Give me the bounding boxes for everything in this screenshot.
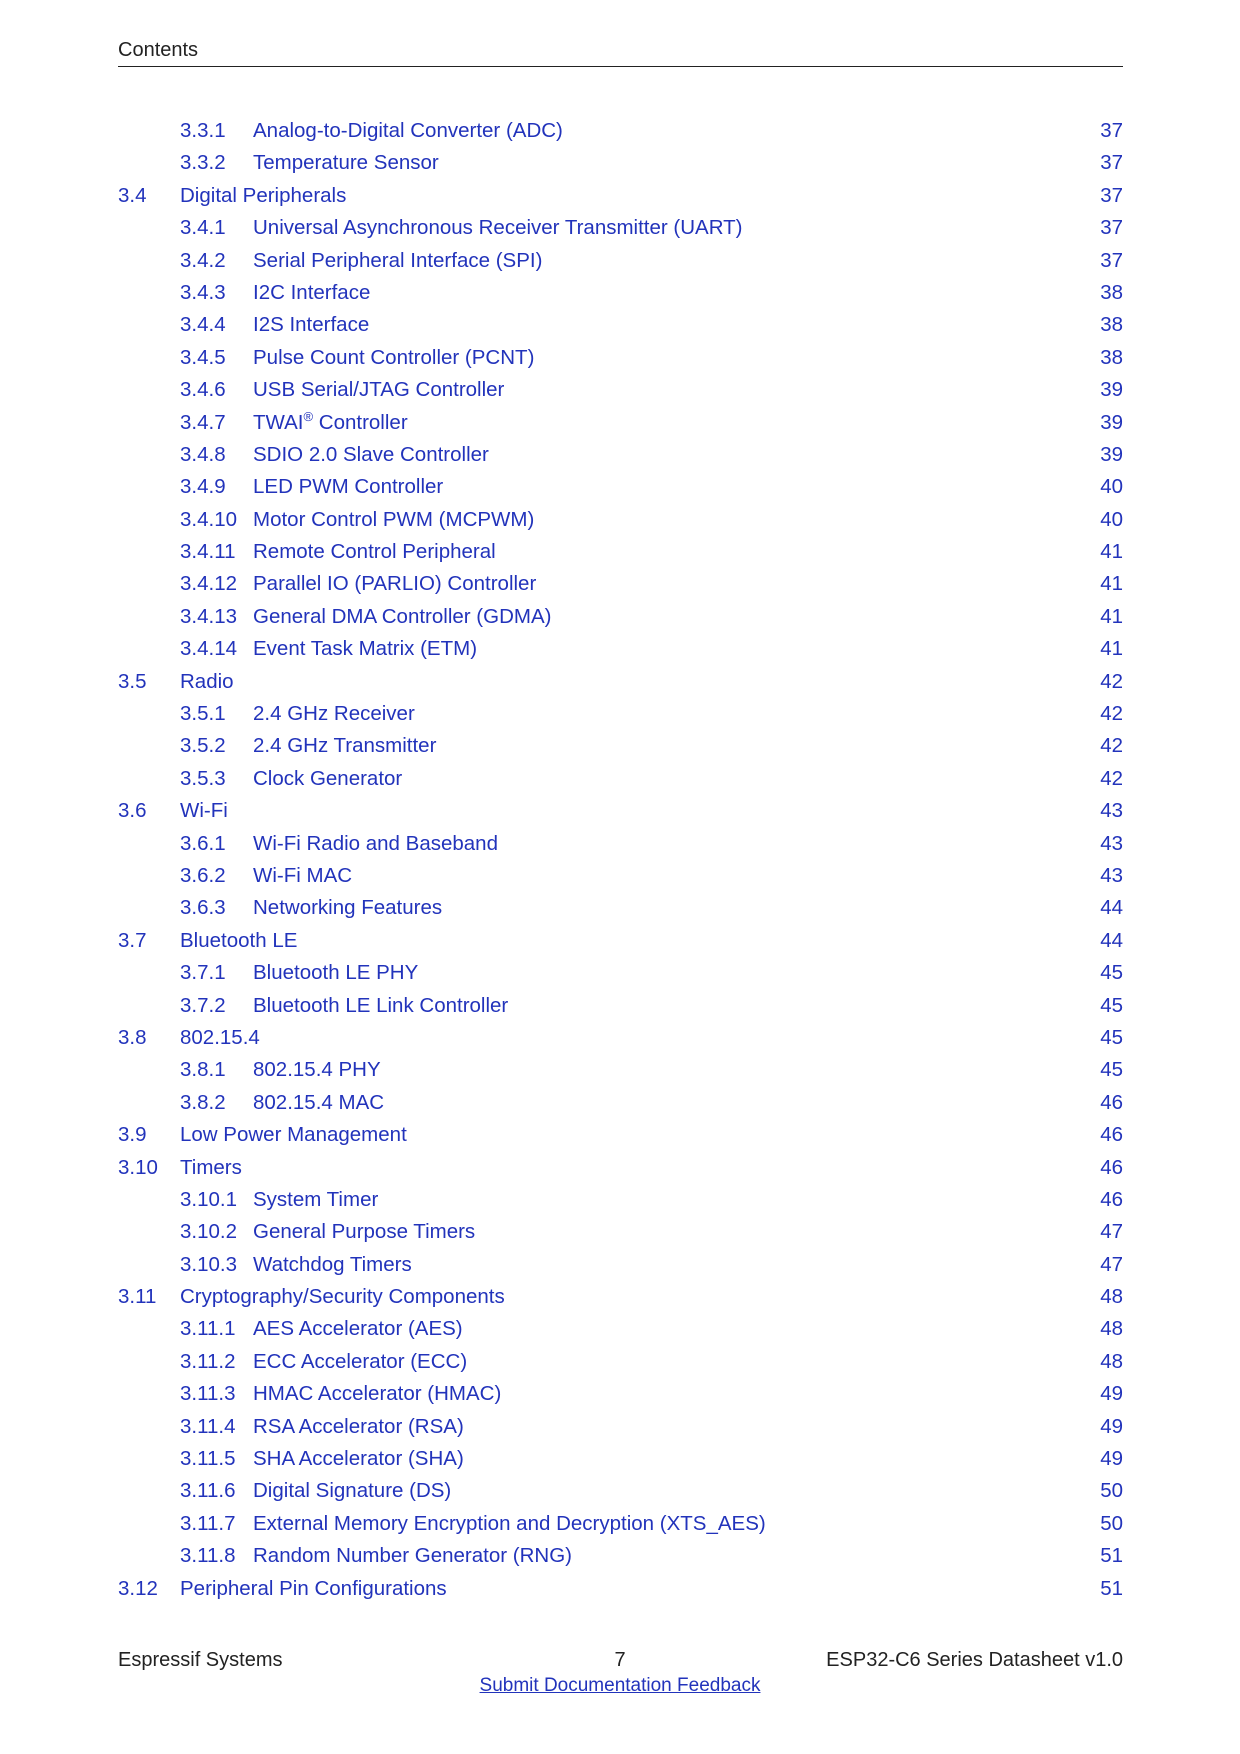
toc-entry-page: 40 <box>1100 507 1123 531</box>
toc-entry[interactable] <box>118 212 1123 244</box>
toc-entry-number: 3.6.2 <box>180 863 226 887</box>
toc-entry-title: SHA Accelerator (SHA) <box>253 1447 464 1471</box>
toc-entry-number: 3.11.6 <box>180 1479 236 1503</box>
toc-entry-title: Parallel IO (PARLIO) Controller <box>253 572 537 596</box>
toc-entry-page: 37 <box>1100 183 1123 207</box>
toc-entry[interactable] <box>118 1249 1123 1281</box>
toc-entry-page: 45 <box>1100 1025 1123 1049</box>
page-header-title: Contents <box>118 39 199 61</box>
toc-entry[interactable] <box>118 342 1123 374</box>
toc-entry-page: 39 <box>1100 442 1123 466</box>
toc-entry-number: 3.11.2 <box>180 1349 236 1373</box>
toc-entry-title: Watchdog Timers <box>253 1252 412 1276</box>
toc-entry-number: 3.5.2 <box>180 734 226 758</box>
toc-entry-title: I2C Interface <box>253 280 371 304</box>
toc-entry-number: 3.8 <box>118 1025 147 1049</box>
toc-entry[interactable] <box>118 1054 1123 1086</box>
toc-entry[interactable] <box>118 180 1123 212</box>
toc-entry-page: 43 <box>1100 799 1123 823</box>
toc-entry-number: 3.11.8 <box>180 1544 236 1568</box>
toc-entry[interactable] <box>118 1443 1123 1475</box>
toc-entry-number: 3.5 <box>118 669 147 693</box>
toc-entry[interactable] <box>118 763 1123 795</box>
toc-entry-title: I2S Interface <box>253 313 370 337</box>
toc-entry-title: Serial Peripheral Interface (SPI) <box>253 248 543 272</box>
toc-entry-page: 46 <box>1100 1123 1123 1147</box>
toc-entry-page: 43 <box>1100 831 1123 855</box>
toc-entry-title: Bluetooth LE Link Controller <box>253 993 509 1017</box>
toc-entry-title: Temperature Sensor <box>253 151 439 175</box>
toc-entry-number: 3.4.12 <box>180 572 237 596</box>
toc-entry[interactable] <box>118 568 1123 600</box>
toc-entry-number: 3.4.11 <box>180 540 236 564</box>
toc-entry-number: 3.5.1 <box>180 702 226 726</box>
toc-entry-page: 41 <box>1100 637 1123 661</box>
toc-entry-number: 3.10.3 <box>180 1252 237 1276</box>
registered-mark: ® <box>303 408 314 424</box>
toc-entry-number: 3.9 <box>118 1123 147 1147</box>
toc-entry-title: General DMA Controller (GDMA) <box>253 604 552 628</box>
toc-entry-title-text: TWAI <box>253 410 304 434</box>
toc-entry-page: 37 <box>1100 216 1123 240</box>
toc-entry-title: Event Task Matrix (ETM) <box>253 637 478 661</box>
toc-entry-page: 42 <box>1100 734 1123 758</box>
toc-entry-title: ECC Accelerator (ECC) <box>253 1349 468 1373</box>
toc-entry-title: 802.15.4 <box>180 1025 260 1049</box>
toc-entry-number: 3.10.1 <box>180 1187 237 1211</box>
toc-entry[interactable] <box>118 147 1123 179</box>
toc-entry-page: 49 <box>1100 1447 1123 1471</box>
toc-entry-number: 3.4.9 <box>180 475 226 499</box>
toc-entry-page: 42 <box>1100 669 1123 693</box>
toc-entry-number: 3.11 <box>118 1285 157 1309</box>
toc-entry-title: Digital Signature (DS) <box>253 1479 452 1503</box>
toc-entry[interactable] <box>118 471 1123 503</box>
toc-entry-title: SDIO 2.0 Slave Controller <box>253 442 489 466</box>
toc-entry-title: External Memory Encryption and Decryption (XTS_AES) <box>253 1511 766 1535</box>
toc-entry[interactable] <box>118 730 1123 762</box>
toc-entry-number: 3.8.2 <box>180 1090 226 1114</box>
toc-entry-title: Random Number Generator (RNG) <box>253 1544 572 1568</box>
toc-entry-page: 48 <box>1100 1349 1123 1373</box>
header-divider <box>118 66 1123 67</box>
toc-entry-number: 3.11.7 <box>180 1511 236 1535</box>
toc-entry-title: LED PWM Controller <box>253 475 444 499</box>
toc-entry-number: 3.11.5 <box>180 1447 236 1471</box>
toc-entry-number: 3.4.2 <box>180 248 226 272</box>
toc-entry-title: Universal Asynchronous Receiver Transmitter (UART) <box>253 216 743 240</box>
toc-entry-page: 42 <box>1100 702 1123 726</box>
toc-entry-title: Radio <box>180 669 234 693</box>
toc-entry-number: 3.4.4 <box>180 313 226 337</box>
toc-entry[interactable] <box>118 374 1123 406</box>
toc-entry-page: 37 <box>1100 151 1123 175</box>
toc-entry-number: 3.11.3 <box>180 1382 236 1406</box>
toc-entry-number: 3.6 <box>118 799 147 823</box>
toc-entry-title: Low Power Management <box>180 1123 407 1147</box>
toc-entry-title: Remote Control Peripheral <box>253 540 496 564</box>
toc-entry-title: Cryptography/Security Components <box>180 1285 505 1309</box>
toc-entry-number: 3.4.5 <box>180 345 226 369</box>
toc-entry-page: 46 <box>1100 1187 1123 1211</box>
toc-entry[interactable] <box>118 892 1123 924</box>
toc-entry-number: 3.4 <box>118 183 147 207</box>
toc-entry[interactable] <box>118 1378 1123 1410</box>
toc-entry-number: 3.4.1 <box>180 216 226 240</box>
toc-entry-number: 3.4.7 <box>180 410 226 434</box>
toc-entry-number: 3.4.8 <box>180 442 226 466</box>
toc-entry-page: 46 <box>1100 1155 1123 1179</box>
toc-entry[interactable] <box>118 633 1123 665</box>
toc-entry[interactable] <box>118 1540 1123 1572</box>
toc-entry-page: 48 <box>1100 1317 1123 1341</box>
toc-entry-title: Networking Features <box>253 896 443 920</box>
toc-entry-page: 45 <box>1100 961 1123 985</box>
toc-entry[interactable] <box>118 407 1123 439</box>
toc-entry-page: 50 <box>1100 1511 1123 1535</box>
toc-entry-page: 41 <box>1100 604 1123 628</box>
toc-entry[interactable] <box>118 1411 1123 1443</box>
footer-company: Espressif Systems <box>118 1649 283 1671</box>
toc-entry-page: 49 <box>1100 1382 1123 1406</box>
toc-entry[interactable] <box>118 1313 1123 1345</box>
toc-entry-page: 40 <box>1100 475 1123 499</box>
toc-entry-title: Peripheral Pin Configurations <box>180 1576 447 1600</box>
toc-entry[interactable] <box>118 1152 1123 1184</box>
toc-entry-number: 3.3.2 <box>180 151 226 175</box>
toc-entry-title: Digital Peripherals <box>180 183 347 207</box>
toc-entry-page: 38 <box>1100 313 1123 337</box>
toc-entry-number: 3.6.3 <box>180 896 226 920</box>
toc-entry-title: Wi-Fi MAC <box>253 863 353 887</box>
toc-entry-title: Bluetooth LE PHY <box>253 961 419 985</box>
toc-entry-page: 50 <box>1100 1479 1123 1503</box>
toc-entry-page: 46 <box>1100 1090 1123 1114</box>
footer-page-number: 7 <box>614 1649 626 1671</box>
toc-entry[interactable] <box>118 504 1123 536</box>
toc-entry-title: 2.4 GHz Transmitter <box>253 734 437 758</box>
toc-entry-title: Wi-Fi Radio and Baseband <box>253 831 498 855</box>
toc-entry[interactable] <box>118 1346 1123 1378</box>
toc-entry-title: HMAC Accelerator (HMAC) <box>253 1382 502 1406</box>
toc-entry-title: Motor Control PWM (MCPWM) <box>253 507 535 531</box>
toc-entry[interactable] <box>118 925 1123 957</box>
toc-entry-title: Clock Generator <box>253 766 403 790</box>
toc-entry[interactable] <box>118 990 1123 1022</box>
toc-entry[interactable] <box>118 1573 1123 1605</box>
toc-entry[interactable] <box>118 115 1123 147</box>
toc-entry[interactable] <box>118 601 1123 633</box>
toc-entry-number: 3.4.14 <box>180 637 237 661</box>
toc-entry[interactable] <box>118 795 1123 827</box>
toc-entry[interactable] <box>118 666 1123 698</box>
table-of-contents <box>118 115 1123 1605</box>
toc-entry-title: 802.15.4 PHY <box>253 1058 381 1082</box>
toc-entry-title: Wi-Fi <box>180 799 228 823</box>
toc-entry-title: USB Serial/JTAG Controller <box>253 378 505 402</box>
toc-entry-number: 3.6.1 <box>180 831 226 855</box>
toc-entry[interactable] <box>118 1508 1123 1540</box>
submit-feedback-link[interactable]: Submit Documentation Feedback <box>479 1675 761 1696</box>
toc-entry-number: 3.4.10 <box>180 507 237 531</box>
toc-entry-page: 48 <box>1100 1285 1123 1309</box>
toc-entry[interactable] <box>118 1216 1123 1248</box>
toc-entry-title: 802.15.4 MAC <box>253 1090 385 1114</box>
toc-entry-page: 45 <box>1100 993 1123 1017</box>
toc-entry-page: 41 <box>1100 540 1123 564</box>
toc-entry[interactable] <box>118 536 1123 568</box>
toc-entry-number: 3.11.1 <box>180 1317 236 1341</box>
toc-entry-title: AES Accelerator (AES) <box>253 1317 463 1341</box>
toc-entry[interactable] <box>118 1184 1123 1216</box>
toc-entry-page: 37 <box>1100 248 1123 272</box>
toc-entry[interactable] <box>118 245 1123 277</box>
toc-entry-number: 3.10.2 <box>180 1220 237 1244</box>
toc-entry[interactable] <box>118 439 1123 471</box>
toc-entry-title: 2.4 GHz Receiver <box>253 702 415 726</box>
toc-entry-number: 3.4.13 <box>180 604 237 628</box>
toc-entry-number: 3.3.1 <box>180 119 226 142</box>
footer-doc-title: ESP32-C6 Series Datasheet v1.0 <box>826 1649 1123 1671</box>
toc-entry[interactable] <box>118 1475 1123 1507</box>
toc-entry[interactable] <box>118 1022 1123 1054</box>
toc-entry-number: 3.12 <box>118 1576 158 1600</box>
toc-entry-number: 3.4.3 <box>180 280 226 304</box>
toc-entry-number: 3.8.1 <box>180 1058 226 1082</box>
toc-entry-title <box>253 407 408 439</box>
toc-entry-number: 3.7 <box>118 928 147 952</box>
toc-entry-number: 3.7.1 <box>180 961 226 985</box>
toc-entry-page: 45 <box>1100 1058 1123 1082</box>
toc-entry-page: 39 <box>1100 410 1123 434</box>
toc-entry-title: Pulse Count Controller (PCNT) <box>253 345 535 369</box>
toc-entry-page: 37 <box>1100 119 1123 142</box>
toc-entry-number: 3.5.3 <box>180 766 226 790</box>
toc-entry[interactable] <box>118 309 1123 341</box>
toc-entry-page: 42 <box>1100 766 1123 790</box>
toc-entry[interactable] <box>118 277 1123 309</box>
toc-entry-page: 43 <box>1100 863 1123 887</box>
toc-entry[interactable] <box>118 1119 1123 1151</box>
toc-entry[interactable] <box>118 1087 1123 1119</box>
toc-entry-page: 38 <box>1100 345 1123 369</box>
toc-entry-page: 44 <box>1100 896 1123 920</box>
toc-entry-title-suffix: Controller <box>313 410 408 434</box>
toc-entry-page: 38 <box>1100 280 1123 304</box>
toc-entry-number: 3.11.4 <box>180 1414 236 1438</box>
toc-entry-title: Bluetooth LE <box>180 928 298 952</box>
toc-entry-title: System Timer <box>253 1187 379 1211</box>
toc-entry-page: 44 <box>1100 928 1123 952</box>
toc-entry-page: 51 <box>1100 1576 1123 1600</box>
toc-entry-title: Timers <box>180 1155 242 1179</box>
toc-entry[interactable] <box>118 860 1123 892</box>
toc-entry-number: 3.10 <box>118 1155 158 1179</box>
toc-entry-title: General Purpose Timers <box>253 1220 476 1244</box>
toc-entry[interactable] <box>118 1281 1123 1313</box>
toc-entry[interactable] <box>118 828 1123 860</box>
toc-entry-page: 51 <box>1100 1544 1123 1568</box>
toc-entry-page: 41 <box>1100 572 1123 596</box>
toc-entry-number: 3.4.6 <box>180 378 226 402</box>
toc-entry-title: Analog-to-Digital Converter (ADC) <box>253 119 563 142</box>
toc-entry-page: 47 <box>1100 1252 1123 1276</box>
toc-entry-number: 3.7.2 <box>180 993 226 1017</box>
toc-entry-page: 47 <box>1100 1220 1123 1244</box>
toc-entry[interactable] <box>118 698 1123 730</box>
toc-entry-title: RSA Accelerator (RSA) <box>253 1414 464 1438</box>
toc-entry-page: 49 <box>1100 1414 1123 1438</box>
toc-entry-page: 39 <box>1100 378 1123 402</box>
toc-entry[interactable] <box>118 957 1123 989</box>
